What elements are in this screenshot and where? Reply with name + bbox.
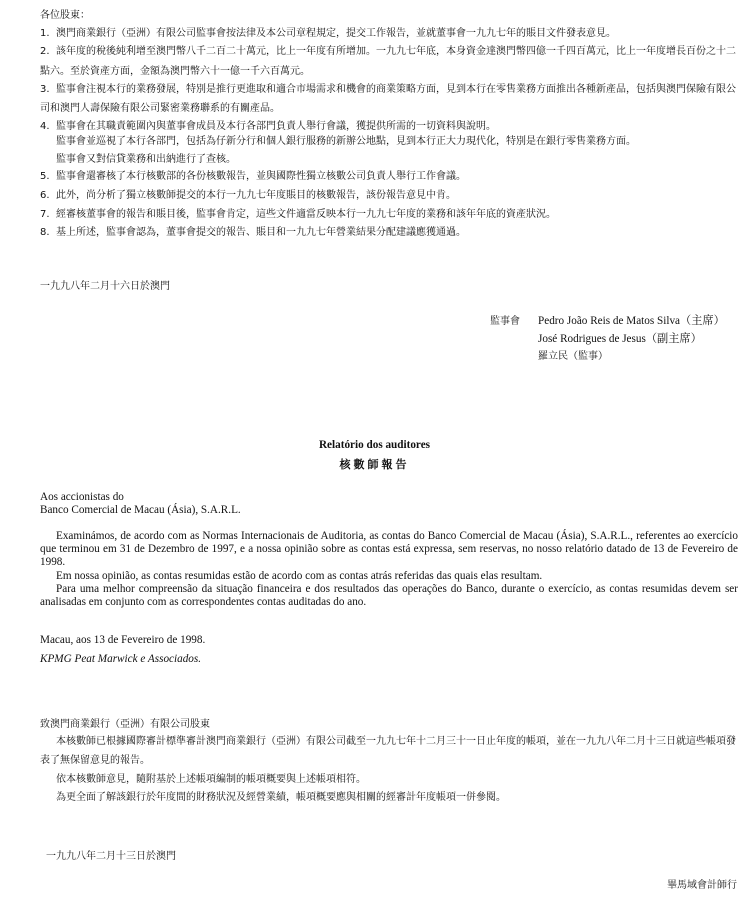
auditors-firm: KPMG Peat Marwick e Associados. xyxy=(40,653,202,665)
item-text: 經審核董事會的報告和賬目後，監事會肯定，這些文件適當反映本行一九九七年度的業務和該年年底的資產狀況。 xyxy=(56,209,556,220)
addressee-line-2: Banco Comercial de Macau (Ásia), S.A.R.L. xyxy=(40,504,241,516)
zh-date-place: 一九九八年二月十三日於澳門 xyxy=(46,851,176,862)
zh-paragraph-2: 依本核數師意見，隨附基於上述帳項編制的帳項概要與上述帳項相符。 xyxy=(56,774,366,785)
item-text: 此外，尚分析了獨立核數師提交的本行一九九七年度賬目的核數報告，該份報告意見中肯。 xyxy=(56,190,456,201)
auditors-title-zh: 核數師報告 xyxy=(339,458,410,471)
item-text: 基上所述，監事會認為，董事會提交的報告、賬目和一九九七年營業結果分配建議應獲通過。 xyxy=(56,227,466,238)
signature-name-member: 羅立民（監事） xyxy=(538,351,608,362)
item-4-continuation-2: 監事會又對信貸業務和出納進行了查核。 xyxy=(56,154,236,165)
item-text: 監事會在其職責範圍內與董事會成員及本行各部門負責人舉行會議，獲提供所需的一切資料與說明。 xyxy=(56,121,496,132)
report-date-place: 一九九八年二月十六日於澳門 xyxy=(40,281,170,292)
zh-paragraph-3: 為更全面了解該銀行於年度間的財務狀況及經營業績，帳項概要應與相關的經審計年度帳項一併參閱。 xyxy=(56,792,506,803)
report-item-2 xyxy=(40,42,740,82)
addressee-line-1: Aos accionistas do xyxy=(40,491,124,503)
report-item-3 xyxy=(40,80,740,118)
zh-addressee: 致澳門商業銀行（亞洲）有限公司股東 xyxy=(40,719,210,730)
signature-name-vice-chairman: José Rodrigues de Jesus（副主席） xyxy=(538,333,702,345)
report-item-5 xyxy=(40,167,740,186)
report-item-6 xyxy=(40,186,740,205)
item-text: 監事會還審核了本行核數部的各份核數報告，並與國際性獨立核數公司負責人舉行工作會議。 xyxy=(56,171,466,182)
item-text: 該年度的稅後純利增至澳門幣八千二百二十萬元，比上一年度有所增加。一九九七年底，本身資金達澳門幣四億一千四百萬元，比上一年度增長百份之十二點六。至於資產方面，金額為澳門幣六十一億一千六百萬元。 xyxy=(40,46,736,77)
item-number: 2. xyxy=(40,46,50,57)
auditors-paragraph-3: Para uma melhor compreensão da situação financeira e dos resultados das operações do Banco, durante o exercício, as contas resumidas devem ser analisadas em conjunto com as correspondentes contas auditadas do ano. xyxy=(40,583,738,608)
report-item-1 xyxy=(40,24,740,43)
auditors-date-place: Macau, aos 13 de Fevereiro de 1998. xyxy=(40,634,206,646)
item-number: 1. xyxy=(40,28,50,39)
item-text: 澳門商業銀行（亞洲）有限公司監事會按法律及本公司章程規定，提交工作報告，並就董事會一九九七年的賬目文件發表意見。 xyxy=(56,28,616,39)
item-number: 7. xyxy=(40,209,50,220)
auditors-paragraph-1: Examinámos, de acordo com as Normas Internacionais de Auditoria, as contas do Banco Comercial de Macau (Ásia), S.A.R.L., referentes ao exercício que terminou em 31 de Dezembro de 1997, e a nossa opinião sobre as contas está expressa, sem reservas, no nosso relatório datado de 13 de Fevereiro de 1998. xyxy=(40,530,738,568)
zh-firm: 畢馬域會計師行 xyxy=(667,880,737,891)
signature-name-chairman: Pedro João Reis de Matos Silva（主席） xyxy=(538,315,725,327)
salutation: 各位股東： xyxy=(40,10,90,21)
item-number: 8. xyxy=(40,227,50,238)
report-item-7 xyxy=(40,205,740,224)
item-number: 4. xyxy=(40,121,50,132)
item-text: 監事會注視本行的業務發展，特別是推行更進取和適合市場需求和機會的商業策略方面，見到本行在零售業務方面推出各種新產品，包括與澳門保險有限公司和澳門人壽保險有限公司緊密業務聯系的有關產品。 xyxy=(40,84,736,114)
item-number: 3. xyxy=(40,84,50,95)
item-number: 5. xyxy=(40,171,50,182)
report-item-8 xyxy=(40,223,740,242)
auditors-paragraph-2: Em nossa opinião, as contas resumidas estão de acordo com as contas atrás referidas das quais elas resultam. xyxy=(56,570,543,582)
item-number: 6. xyxy=(40,190,50,201)
signature-label: 監事會 xyxy=(490,316,520,327)
item-4-continuation-1: 監事會並巡視了本行各部門，包括為仔新分行和個人銀行服務的新辦公地點，見到本行正大力現代化，特別是在銀行零售業務方面。 xyxy=(56,136,636,147)
zh-paragraph-1: 本核數師已根據國際審計標準審計澳門商業銀行（亞洲）有限公司截至一九九七年十二月三十一日止年度的帳項，並在一九九八年二月十三日就這些帳項發表了無保留意見的報告。 xyxy=(40,736,736,766)
auditors-title-pt: Relatório dos auditores xyxy=(318,439,431,451)
